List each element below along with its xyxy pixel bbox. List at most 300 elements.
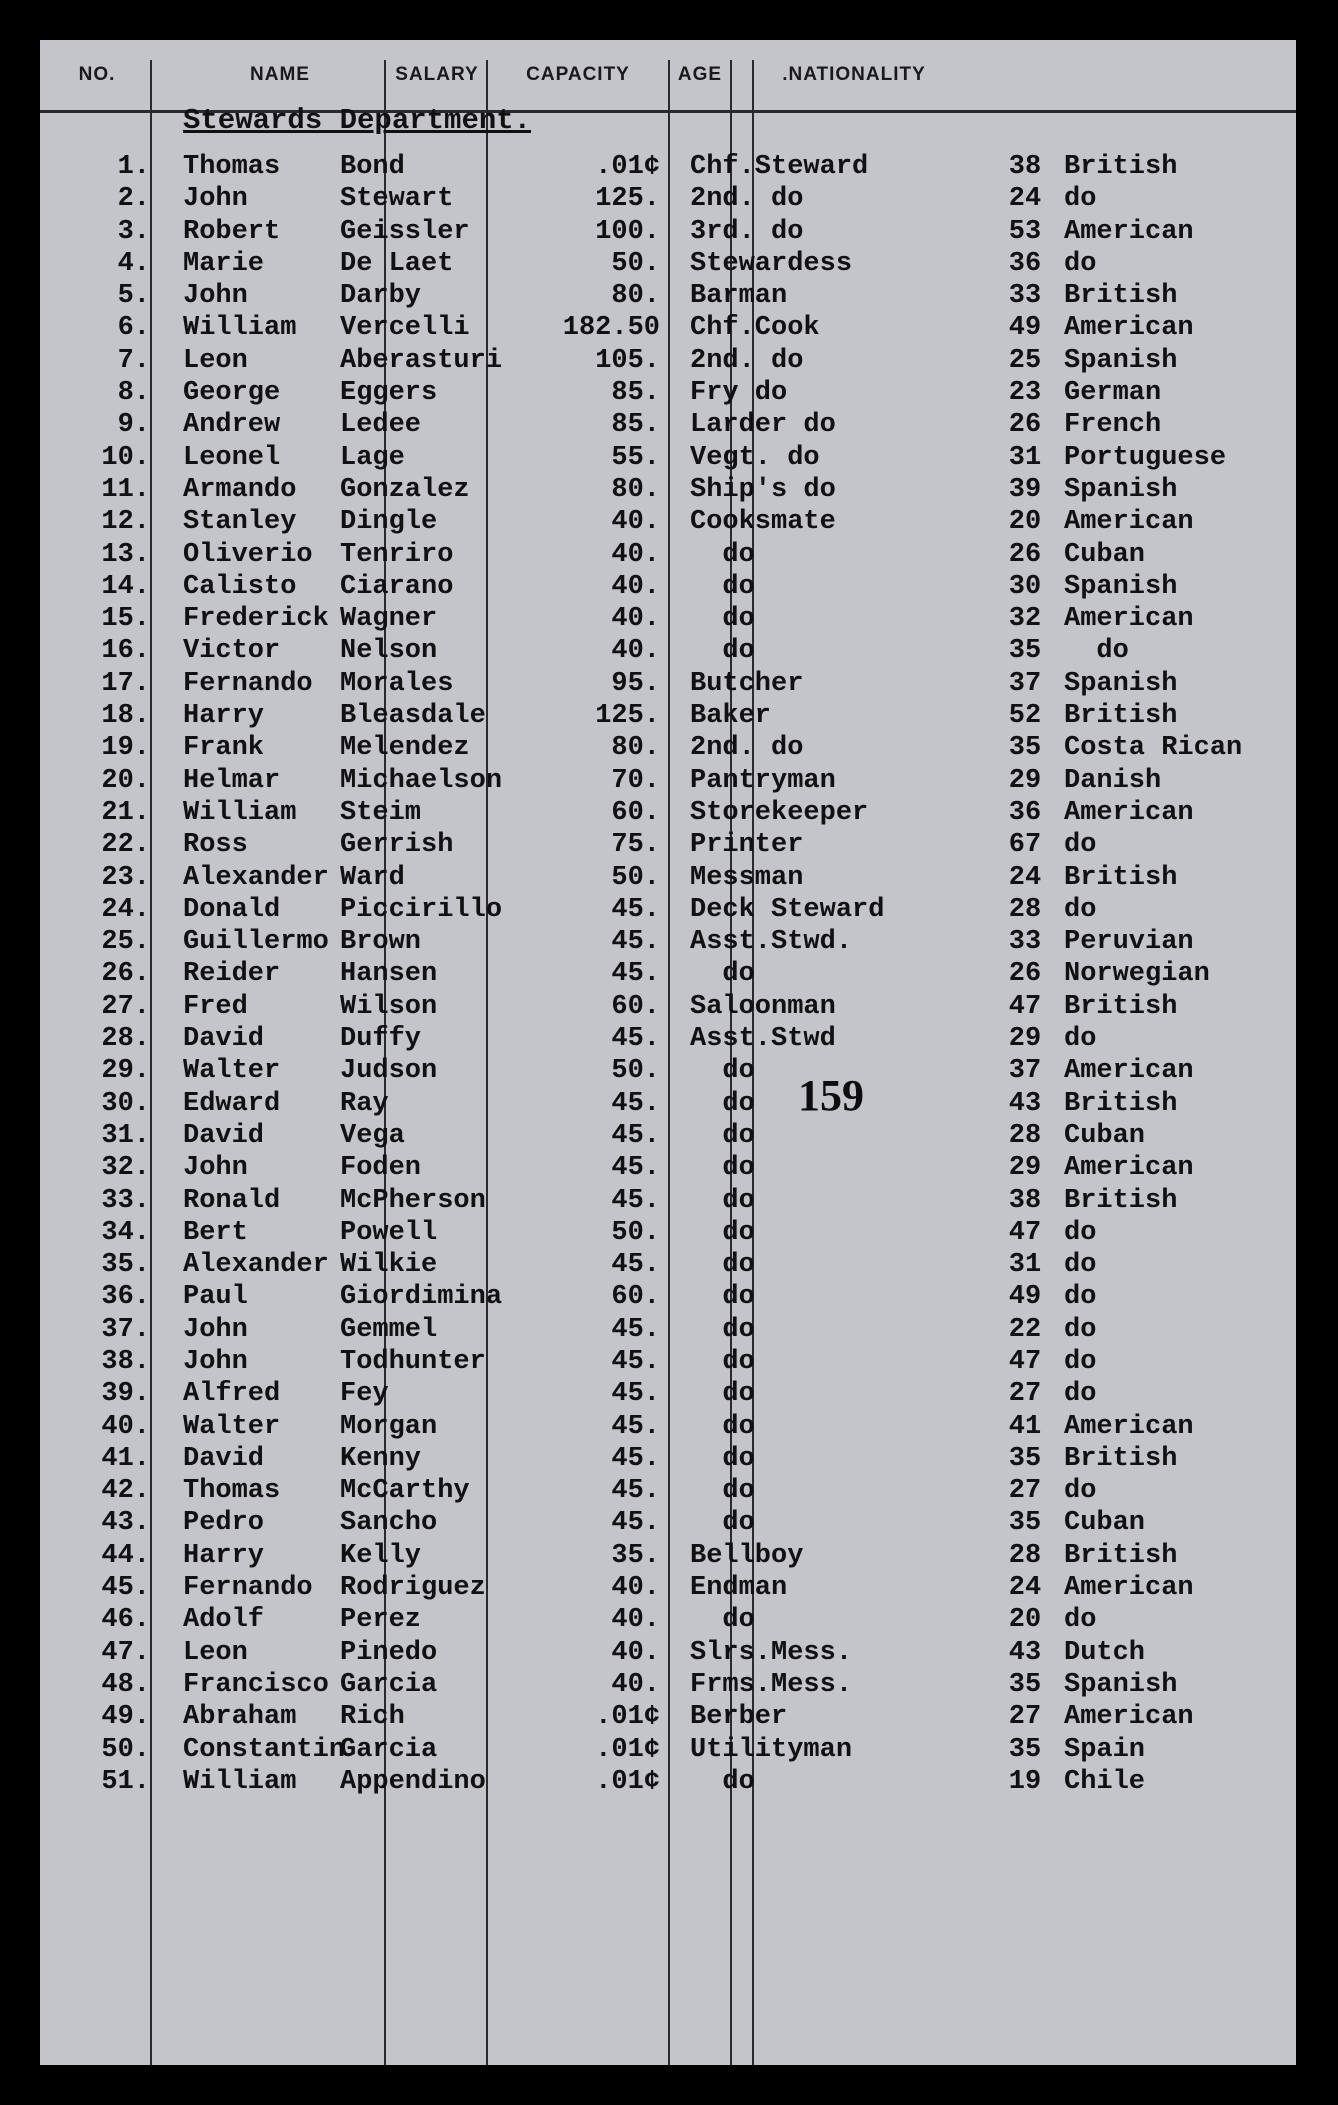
age: 32 [1008, 604, 1042, 635]
last-name: Gemmel [340, 1314, 438, 1345]
nationality: American [1064, 216, 1194, 247]
nationality: British [1064, 1185, 1178, 1216]
salary: 50. [611, 862, 660, 893]
age: 35 [1008, 636, 1042, 667]
salary: 45. [611, 1314, 660, 1345]
first-name: Marie [183, 248, 265, 279]
row-number: 8. [117, 378, 150, 409]
nationality: Cuban [1064, 1120, 1146, 1151]
salary: 45. [611, 894, 660, 925]
table-row [40, 1346, 1296, 1378]
first-name: Reider [183, 959, 281, 990]
capacity: do [690, 1088, 755, 1119]
table-row [40, 958, 1296, 990]
salary: 60. [611, 991, 660, 1022]
table-row [40, 1669, 1296, 1701]
age: 25 [1008, 345, 1042, 376]
table-row [40, 991, 1296, 1023]
salary: 50. [611, 1056, 660, 1087]
salary: 50. [611, 1217, 660, 1248]
row-number: 26. [101, 959, 150, 990]
first-name: Harry [183, 701, 265, 732]
table-row [40, 539, 1296, 571]
capacity: Larder do [690, 410, 836, 441]
age: 47 [1008, 1217, 1042, 1248]
salary: .01¢ [595, 1766, 660, 1797]
age: 37 [1008, 1056, 1042, 1087]
table-row [40, 1152, 1296, 1184]
first-name: Fred [183, 991, 248, 1022]
salary: 45. [611, 1476, 660, 1507]
header-no: NO. [78, 64, 116, 85]
table-row [40, 894, 1296, 926]
nationality: British [1064, 862, 1178, 893]
first-name: Helmar [183, 765, 281, 796]
nationality: do [1064, 1250, 1097, 1281]
row-number: 17. [101, 668, 150, 699]
first-name: Guillermo [183, 927, 329, 958]
salary: 80. [611, 281, 660, 312]
nationality: British [1064, 1443, 1178, 1474]
table-row [40, 1475, 1296, 1507]
capacity: Pantryman [690, 765, 836, 796]
row-number: 45. [101, 1573, 150, 1604]
salary: 45. [611, 1120, 660, 1151]
last-name: Lage [340, 442, 405, 473]
first-name: John [183, 1314, 248, 1345]
table-row [40, 1734, 1296, 1766]
capacity: Deck Steward [690, 894, 885, 925]
nationality: do [1064, 184, 1097, 215]
first-name: Stanley [183, 507, 297, 538]
first-name: Adolf [183, 1605, 265, 1636]
first-name: George [183, 378, 281, 409]
salary: .01¢ [595, 1702, 660, 1733]
last-name: Michaelson [340, 765, 503, 796]
first-name: Harry [183, 1540, 265, 1571]
nationality: Chile [1064, 1766, 1146, 1797]
first-name: Leon [183, 345, 248, 376]
salary: 182.50 [562, 313, 660, 344]
table-row [40, 474, 1296, 506]
table-row [40, 1411, 1296, 1443]
capacity: Baker [690, 701, 772, 732]
last-name: Melendez [340, 733, 470, 764]
last-name: Judson [340, 1056, 438, 1087]
nationality: Spain [1064, 1734, 1146, 1765]
capacity: Butcher [690, 668, 804, 699]
last-name: Vega [340, 1120, 405, 1151]
first-name: Pedro [183, 1508, 265, 1539]
row-number: 27. [101, 991, 150, 1022]
age: 22 [1008, 1314, 1042, 1345]
capacity: do [690, 636, 755, 667]
age: 27 [1008, 1379, 1042, 1410]
capacity: Berber [690, 1702, 788, 1733]
table-row [40, 862, 1296, 894]
capacity: do [690, 1153, 755, 1184]
age: 20 [1008, 1605, 1042, 1636]
capacity: do [690, 1508, 755, 1539]
nationality: American [1064, 797, 1194, 828]
nationality: Cuban [1064, 539, 1146, 570]
salary: 40. [611, 1573, 660, 1604]
header-age: AGE [677, 64, 723, 85]
salary: 45. [611, 1185, 660, 1216]
last-name: Eggers [340, 378, 438, 409]
nationality: British [1064, 1088, 1178, 1119]
nationality: American [1064, 1573, 1194, 1604]
first-name: Robert [183, 216, 281, 247]
first-name: Fernando [183, 1573, 313, 1604]
table-row [40, 312, 1296, 344]
nationality: do [1064, 830, 1097, 861]
age: 67 [1008, 830, 1042, 861]
salary: 40. [611, 539, 660, 570]
last-name: Perez [340, 1605, 422, 1636]
capacity: Storekeeper [690, 797, 869, 828]
age: 30 [1008, 571, 1042, 602]
row-number: 42. [101, 1476, 150, 1507]
age: 28 [1008, 1540, 1042, 1571]
table-row [40, 668, 1296, 700]
nationality: do [1064, 1605, 1097, 1636]
salary: 40. [611, 1637, 660, 1668]
first-name: Ronald [183, 1185, 281, 1216]
capacity: do [690, 1314, 755, 1345]
age: 35 [1008, 1508, 1042, 1539]
first-name: Thomas [183, 152, 281, 182]
nationality: German [1064, 378, 1162, 409]
row-number: 50. [101, 1734, 150, 1765]
capacity: Saloonman [690, 991, 836, 1022]
nationality: Spanish [1064, 668, 1178, 699]
age: 26 [1008, 959, 1042, 990]
salary: 40. [611, 604, 660, 635]
nationality: Dutch [1064, 1637, 1146, 1668]
table-row [40, 700, 1296, 732]
nationality: do [1064, 248, 1097, 279]
last-name: Kelly [340, 1540, 422, 1571]
age: 20 [1008, 507, 1042, 538]
capacity: Cooksmate [690, 507, 836, 538]
age: 33 [1008, 281, 1042, 312]
table-row [40, 248, 1296, 280]
salary: 35. [611, 1540, 660, 1571]
age: 36 [1008, 248, 1042, 279]
first-name: Paul [183, 1282, 248, 1313]
nationality: British [1064, 1540, 1178, 1571]
capacity: do [690, 1443, 755, 1474]
table-row [40, 765, 1296, 797]
salary: 85. [611, 378, 660, 409]
row-number: 49. [101, 1702, 150, 1733]
nationality: Spanish [1064, 345, 1178, 376]
first-name: Abraham [183, 1702, 297, 1733]
row-number: 18. [101, 701, 150, 732]
age: 19 [1008, 1766, 1042, 1797]
row-number: 43. [101, 1508, 150, 1539]
age: 37 [1008, 668, 1042, 699]
capacity: do [690, 1379, 755, 1410]
last-name: Tenriro [340, 539, 454, 570]
header-salary: SALARY [395, 64, 479, 85]
first-name: John [183, 1346, 248, 1377]
nationality: American [1064, 313, 1194, 344]
nationality: Spanish [1064, 1669, 1178, 1700]
first-name: Victor [183, 636, 281, 667]
row-number: 12. [101, 507, 150, 538]
salary: 45. [611, 959, 660, 990]
capacity: Ship's do [690, 474, 836, 505]
last-name: Todhunter [340, 1346, 486, 1377]
row-number: 14. [101, 571, 150, 602]
age: 43 [1008, 1088, 1042, 1119]
salary: 80. [611, 474, 660, 505]
first-name: William [183, 797, 297, 828]
last-name: Wagner [340, 604, 438, 635]
salary: 45. [611, 1379, 660, 1410]
header-nationality: .NATIONALITY [782, 64, 926, 85]
capacity: do [690, 1056, 755, 1087]
row-number: 25. [101, 927, 150, 958]
capacity: Slrs.Mess. [690, 1637, 853, 1668]
age: 31 [1008, 1250, 1042, 1281]
salary: 50. [611, 248, 660, 279]
table-row [40, 1249, 1296, 1281]
capacity: do [690, 1411, 755, 1442]
age: 49 [1008, 1282, 1042, 1313]
capacity: do [690, 959, 755, 990]
table-row [40, 183, 1296, 215]
nationality: American [1064, 1056, 1194, 1087]
age: 29 [1008, 1024, 1042, 1055]
last-name: Appendino [340, 1766, 486, 1797]
last-name: Geissler [340, 216, 470, 247]
salary: 45. [611, 1024, 660, 1055]
last-name: Sancho [340, 1508, 438, 1539]
last-name: Giordimina [340, 1282, 503, 1313]
first-name: David [183, 1443, 265, 1474]
age: 39 [1008, 474, 1042, 505]
first-name: Walter [183, 1056, 281, 1087]
last-name: Garcia [340, 1734, 438, 1765]
table-row [40, 1540, 1296, 1572]
table-row [40, 1701, 1296, 1733]
capacity: do [690, 1282, 755, 1313]
first-name: Francisco [183, 1669, 329, 1700]
first-name: Alfred [183, 1379, 281, 1410]
capacity: Frms.Mess. [690, 1669, 853, 1700]
first-name: William [183, 1766, 297, 1797]
row-number: 24. [101, 894, 150, 925]
last-name: Hansen [340, 959, 438, 990]
row-number: 48. [101, 1669, 150, 1700]
nationality: American [1064, 604, 1194, 635]
last-name: Wilson [340, 991, 438, 1022]
salary: 45. [611, 1443, 660, 1474]
age: 28 [1008, 1120, 1042, 1151]
row-number: 5. [117, 281, 150, 312]
first-name: Oliverio [183, 539, 313, 570]
age: 35 [1008, 733, 1042, 764]
capacity: 3rd. do [690, 216, 804, 247]
table-row [40, 1507, 1296, 1539]
salary: 80. [611, 733, 660, 764]
salary: 70. [611, 765, 660, 796]
last-name: Morgan [340, 1411, 438, 1442]
table-row [40, 1637, 1296, 1669]
capacity: 2nd. do [690, 345, 804, 376]
salary: 100. [595, 216, 660, 247]
age: 38 [1008, 152, 1042, 182]
row-number: 19. [101, 733, 150, 764]
age: 38 [1008, 1185, 1042, 1216]
age: 28 [1008, 894, 1042, 925]
nationality: British [1064, 152, 1178, 182]
salary: 45. [611, 1153, 660, 1184]
row-number: 7. [117, 345, 150, 376]
first-name: Calisto [183, 571, 297, 602]
capacity: do [690, 1185, 755, 1216]
last-name: Rich [340, 1702, 405, 1733]
row-number: 40. [101, 1411, 150, 1442]
capacity: Endman [690, 1573, 788, 1604]
last-name: Nelson [340, 636, 438, 667]
first-name: Andrew [183, 410, 281, 441]
age: 41 [1008, 1411, 1042, 1442]
age: 26 [1008, 539, 1042, 570]
nationality: do [1064, 1282, 1097, 1313]
first-name: Leon [183, 1637, 248, 1668]
capacity: 2nd. do [690, 733, 804, 764]
table-row [40, 345, 1296, 377]
salary: 45. [611, 927, 660, 958]
last-name: McPherson [340, 1185, 486, 1216]
last-name: Powell [340, 1217, 438, 1248]
row-number: 3. [117, 216, 150, 247]
row-number: 6. [117, 313, 150, 344]
last-name: McCarthy [340, 1476, 470, 1507]
capacity: Fry do [690, 378, 788, 409]
nationality: British [1064, 281, 1178, 312]
last-name: Ward [340, 862, 405, 893]
row-number: 41. [101, 1443, 150, 1474]
row-number: 30. [101, 1088, 150, 1119]
capacity: do [690, 1605, 755, 1636]
row-number: 44. [101, 1540, 150, 1571]
capacity: do [690, 1766, 755, 1797]
row-number: 23. [101, 862, 150, 893]
nationality: Danish [1064, 765, 1162, 796]
table-row [40, 635, 1296, 667]
first-name: Armando [183, 474, 297, 505]
salary: 45. [611, 1346, 660, 1377]
capacity: Vegt. do [690, 442, 820, 473]
capacity: Asst.Stwd. [690, 927, 853, 958]
capacity: Chf.Cook [690, 313, 820, 344]
capacity: Stewardess [690, 248, 853, 279]
nationality: American [1064, 1153, 1194, 1184]
nationality: Spanish [1064, 571, 1178, 602]
last-name: Bond [340, 152, 405, 182]
table-row [40, 1314, 1296, 1346]
table-row [40, 1443, 1296, 1475]
last-name: Brown [340, 927, 422, 958]
nationality: French [1064, 410, 1162, 441]
nationality: do [1064, 894, 1097, 925]
last-name: Steim [340, 797, 422, 828]
salary: 125. [595, 701, 660, 732]
age: 47 [1008, 1346, 1042, 1377]
nationality: Norwegian [1064, 959, 1210, 990]
first-name: David [183, 1024, 265, 1055]
age: 24 [1008, 1573, 1042, 1604]
row-number: 38. [101, 1346, 150, 1377]
salary: 45. [611, 1508, 660, 1539]
table-row [40, 280, 1296, 312]
salary: 55. [611, 442, 660, 473]
row-number: 13. [101, 539, 150, 570]
first-name: David [183, 1120, 265, 1151]
nationality: Costa Rican [1064, 733, 1243, 764]
salary: 125. [595, 184, 660, 215]
capacity: 2nd. do [690, 184, 804, 215]
first-name: John [183, 184, 248, 215]
age: 23 [1008, 378, 1042, 409]
header-capacity: CAPACITY [526, 64, 630, 85]
row-number: 10. [101, 442, 150, 473]
table-row [40, 797, 1296, 829]
row-number: 47. [101, 1637, 150, 1668]
last-name: Ciarano [340, 571, 454, 602]
first-name: Constantin [183, 1734, 346, 1765]
age: 29 [1008, 1153, 1042, 1184]
department-title: Stewards Department. [183, 104, 532, 137]
row-number: 21. [101, 797, 150, 828]
last-name: Pinedo [340, 1637, 438, 1668]
nationality: do [1064, 1379, 1097, 1410]
nationality: American [1064, 507, 1194, 538]
salary: 75. [611, 830, 660, 861]
age: 27 [1008, 1702, 1042, 1733]
nationality: American [1064, 1702, 1194, 1733]
last-name: Gonzalez [340, 474, 470, 505]
salary: 85. [611, 410, 660, 441]
capacity: Printer [690, 830, 804, 861]
age: 24 [1008, 184, 1042, 215]
first-name: Frederick [183, 604, 329, 635]
table-row [40, 732, 1296, 764]
first-name: Alexander [183, 1250, 329, 1281]
age: 27 [1008, 1476, 1042, 1507]
capacity: Asst.Stwd [690, 1024, 836, 1055]
nationality: do [1064, 1346, 1097, 1377]
first-name: Leonel [183, 442, 281, 473]
first-name: Fernando [183, 668, 313, 699]
row-number: 31. [101, 1120, 150, 1151]
nationality: British [1064, 991, 1178, 1022]
age: 35 [1008, 1734, 1042, 1765]
capacity: do [690, 1120, 755, 1151]
last-name: Stewart [340, 184, 454, 215]
capacity: do [690, 571, 755, 602]
capacity: Utilityman [690, 1734, 853, 1765]
capacity: do [690, 1250, 755, 1281]
row-number: 16. [101, 636, 150, 667]
age: 53 [1008, 216, 1042, 247]
last-name: Duffy [340, 1024, 422, 1055]
